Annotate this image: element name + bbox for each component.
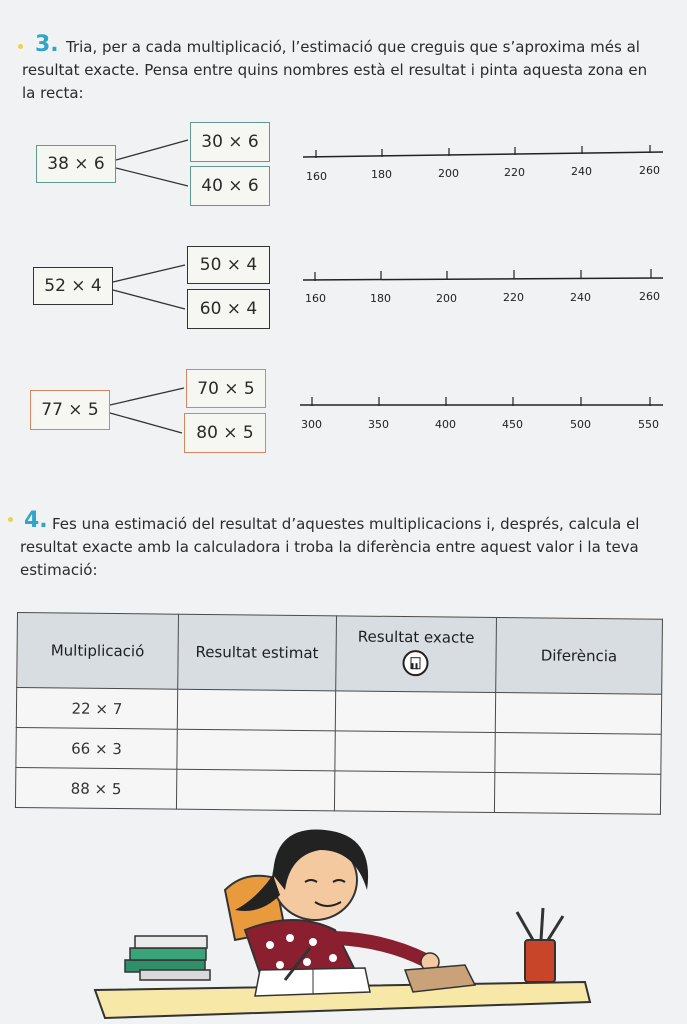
tick-label: 450 — [502, 418, 523, 431]
exact-cell[interactable] — [334, 771, 494, 813]
tick-label: 400 — [435, 418, 456, 431]
tick-label: 300 — [301, 418, 322, 431]
bullet-dot — [8, 517, 13, 522]
table-row — [16, 688, 661, 735]
column-header: Diferència — [495, 618, 662, 695]
tick-label: 160 — [305, 292, 326, 305]
difference-cell[interactable] — [495, 733, 662, 775]
tick-label: 180 — [371, 168, 392, 181]
column-header-label: Resultat exacte — [357, 627, 475, 647]
column-header: Resultat estimat — [178, 614, 337, 691]
tick-label: 220 — [503, 291, 524, 304]
connector-and-number-lines — [0, 0, 687, 470]
estimate-option-2a[interactable]: 50 × 4 — [187, 246, 270, 284]
tick-label: 240 — [570, 291, 591, 304]
table-row — [15, 767, 660, 814]
estimate-cell[interactable] — [176, 769, 334, 811]
difference-cell[interactable] — [494, 773, 661, 815]
estimate-option-2b[interactable]: 60 × 4 — [187, 289, 270, 329]
tick-label: 350 — [368, 418, 389, 431]
tick-label: 160 — [306, 170, 327, 183]
girl-studying-illustration — [85, 820, 605, 1020]
estimation-table — [15, 612, 663, 815]
estimate-option-3b[interactable]: 80 × 5 — [184, 413, 266, 453]
estimate-option-1b[interactable]: 40 × 6 — [190, 166, 270, 206]
tick-label: 240 — [571, 165, 592, 178]
estimate-cell[interactable] — [177, 729, 335, 771]
tick-label: 180 — [370, 292, 391, 305]
table-row — [16, 727, 661, 774]
exact-cell[interactable] — [335, 691, 495, 733]
exact-cell[interactable] — [335, 731, 495, 773]
multiplication-box-2: 52 × 4 — [33, 267, 113, 305]
tick-label: 220 — [504, 166, 525, 179]
tick-label: 260 — [639, 290, 660, 303]
multiplication-cell: 22 × 7 — [16, 688, 177, 730]
multiplication-box-3: 77 × 5 — [30, 390, 110, 430]
multiplication-cell: 88 × 5 — [15, 767, 176, 809]
tick-label: 200 — [436, 292, 457, 305]
exercise-4-number: 4. — [24, 508, 48, 533]
estimate-option-3a[interactable]: 70 × 5 — [186, 369, 266, 408]
tick-label: 500 — [570, 418, 591, 431]
multiplication-box-1: 38 × 6 — [36, 145, 116, 183]
estimate-cell[interactable] — [177, 689, 335, 731]
exercise-3-number: 3. — [35, 32, 59, 57]
exercise-3-instructions: Tria, per a cada multiplicació, l’estimació que creguis que s’aproxima més al resultat exacte. Pensa entre quins nombres està el resultat i pinta aquesta zona en la recta: — [22, 38, 648, 102]
estimate-option-1a[interactable]: 30 × 6 — [190, 122, 270, 162]
tick-label: 550 — [638, 418, 659, 431]
column-header: Multiplicació — [17, 613, 179, 690]
column-header-exact — [336, 616, 497, 693]
tick-label: 200 — [438, 167, 459, 180]
calculator-icon — [403, 650, 429, 676]
table-header-row — [17, 613, 663, 695]
exercise-4-instructions: Fes una estimació del resultat d’aquestes multiplicacions i, després, calcula el resultat exacte amb la calculadora i troba la diferència entre aquest valor i la teva estimació: — [20, 515, 640, 579]
tick-label: 260 — [639, 164, 660, 177]
difference-cell[interactable] — [495, 693, 662, 735]
multiplication-cell: 66 × 3 — [16, 727, 177, 769]
